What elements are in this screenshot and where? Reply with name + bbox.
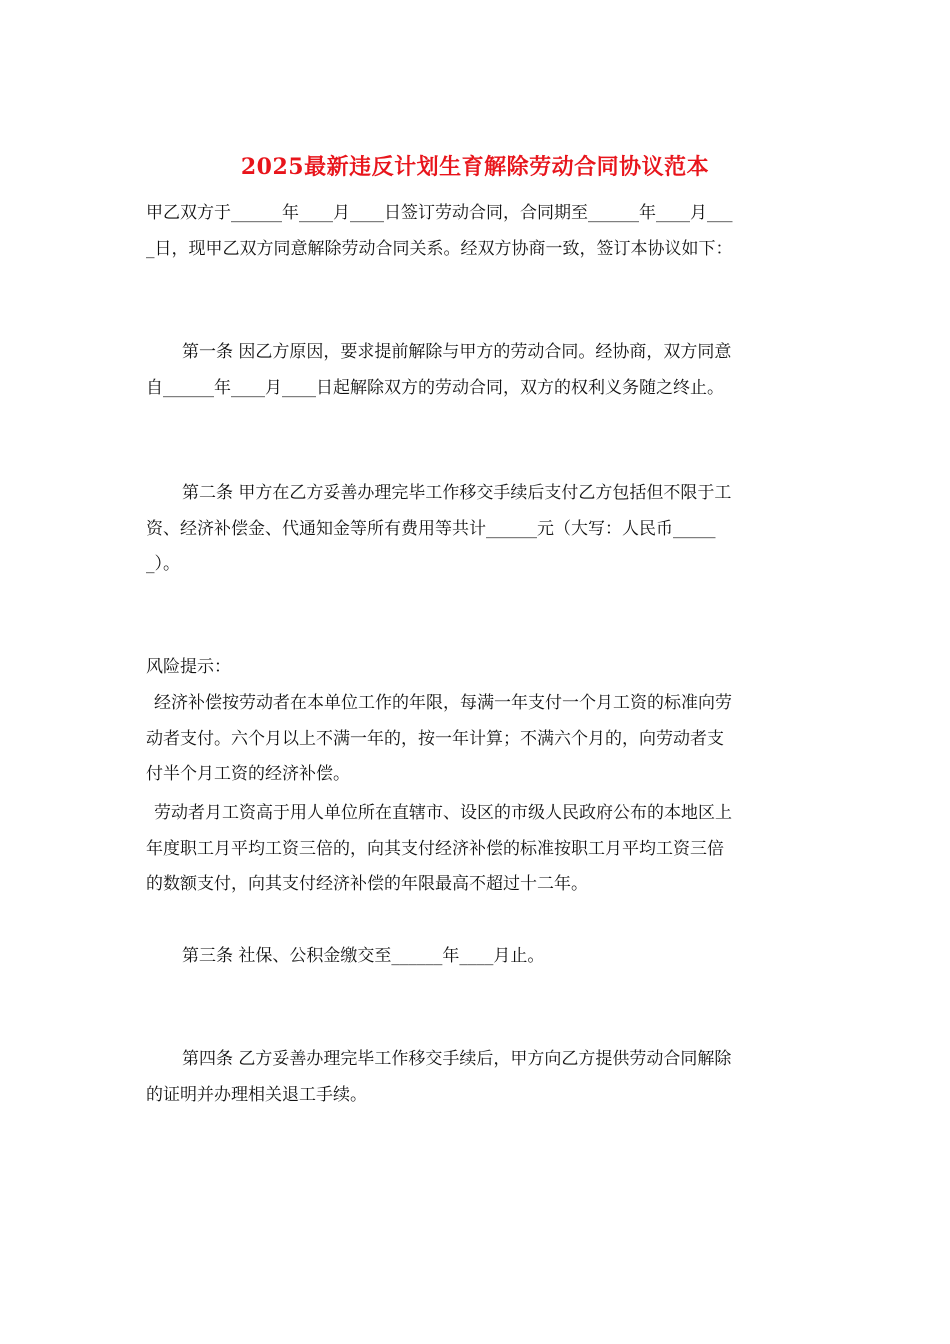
document-title: 2025最新违反计划生育解除劳动合同协议范本 xyxy=(240,154,710,180)
article-2 xyxy=(146,476,810,583)
intro-paragraph xyxy=(146,196,810,267)
article-3 xyxy=(146,939,810,975)
intro-line: _日，现甲乙双方同意解除劳动合同关系。经双方协商一致，签订本协议如下： xyxy=(146,238,733,259)
risk-paragraph-1-line: 经济补偿按劳动者在本单位工作的年限，每满一年支付一个月工资的标准向劳 xyxy=(154,693,732,713)
risk-paragraph-2-line: 年度职工月平均工资三倍的，向其支付经济补偿的标准按职工月平均工资三倍 xyxy=(146,838,724,859)
risk-paragraph-1-line: 动者支付。六个月以上不满一年的，按一年计算；不满六个月的，向劳动者支 xyxy=(146,728,724,749)
article-3-line: 第三条 社保、公积金缴交至______年____月止。 xyxy=(182,946,545,966)
article-4 xyxy=(146,1042,810,1113)
risk-paragraph-1-line: 付半个月工资的经济补偿。 xyxy=(146,764,350,784)
risk-paragraph-2-line: 劳动者月工资高于用人单位所在直辖市、设区的市级人民政府公布的本地区上 xyxy=(154,803,732,823)
risk-heading: 风险提示： xyxy=(146,657,231,677)
article-1-line: 自______年____月____日起解除双方的劳动合同，双方的权利义务随之终止。 xyxy=(146,377,724,398)
risk-paragraph-2 xyxy=(146,796,810,903)
article-1-line: 第一条 因乙方原因，要求提前解除与甲方的劳动合同。经协商，双方同意 xyxy=(182,342,732,362)
article-2-line: _）。 xyxy=(146,554,180,574)
risk-paragraph-1 xyxy=(146,686,810,793)
article-1 xyxy=(146,335,810,406)
article-2-line: 第二条 甲方在乙方妥善办理完毕工作移交手续后支付乙方包括但不限于工 xyxy=(182,483,732,503)
article-4-line: 的证明并办理相关退工手续。 xyxy=(146,1084,367,1105)
article-2-line: 资、经济补偿金、代通知金等所有费用等共计______元（大写：人民币_____ xyxy=(146,518,716,539)
intro-line: 甲乙双方于______年____月____日签订劳动合同，合同期至______年____月___ xyxy=(146,203,733,223)
article-4-line: 第四条 乙方妥善办理完毕工作移交手续后，甲方向乙方提供劳动合同解除 xyxy=(182,1049,732,1069)
risk-paragraph-2-line: 的数额支付，向其支付经济补偿的年限最高不超过十二年。 xyxy=(146,874,588,894)
